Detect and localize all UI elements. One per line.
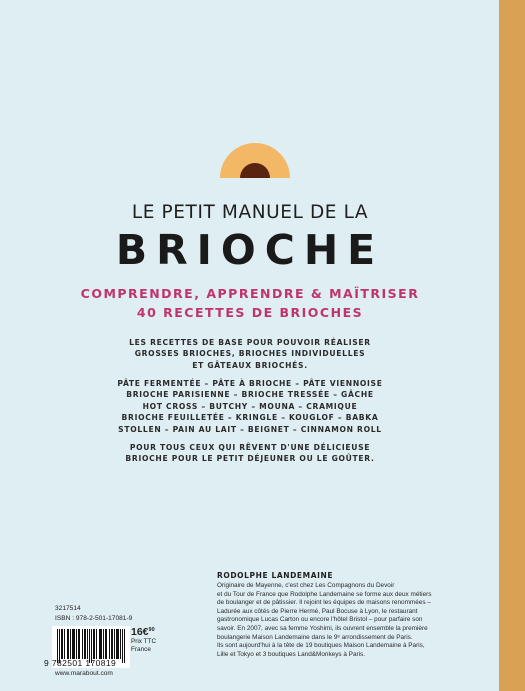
author-bio xyxy=(217,582,487,659)
intro-line: GROSSES BRIOCHES, BRIOCHES INDIVIDUELLES xyxy=(134,349,366,359)
price-main: 16€ xyxy=(131,626,149,638)
recipe-line: BRIOCHE PARISIENNE – BRIOCHE TRESSÉE – GÂCHE xyxy=(126,390,374,400)
title-line-2: BRIOCHE xyxy=(115,226,385,274)
bio-line: gastronomique Lucas Carton ou encore l'hôtel Bristol – pour parfaire son xyxy=(217,616,423,624)
recipe-list xyxy=(0,378,500,435)
book-spine xyxy=(499,0,525,691)
isbn: ISBN : 978-2-501-17081-9 xyxy=(55,615,133,622)
bio-line: Originaire de Mayenne, c'est chez Les Compagnons du Devoir xyxy=(217,582,395,589)
barcode-digits: 9 782501 170819 xyxy=(44,658,117,668)
product-code: 3217514 xyxy=(55,605,81,612)
publisher-website[interactable]: www.marabout.com xyxy=(55,670,113,677)
author-name: RODOLPHE LANDEMAINE xyxy=(217,571,334,580)
bio-line: savoir. En 2007, avec sa femme Yoshimi, ils ouvrent ensemble la première xyxy=(217,624,428,632)
subtitle-line-2: 40 RECETTES DE BRIOCHES xyxy=(136,305,364,320)
recipe-line: STOLLEN – PAIN AU LAIT – BEIGNET – CINNAMON ROLL xyxy=(118,424,382,434)
recipe-line: BRIOCHE FEUILLETÉE – KRINGLE – KOUGLOF – BABKA xyxy=(121,413,379,423)
recipe-line: HOT CROSS – BUTCHY – MOUNA – CRAMIQUE xyxy=(142,401,358,411)
recipe-line: PÂTE FERMENTÉE – PÂTE À BRIOCHE – PÂTE VIENNOISE xyxy=(117,379,383,388)
price-note-line-2: France xyxy=(131,646,151,653)
title-line-1: LE PETIT MANUEL DE LA xyxy=(131,202,369,223)
price xyxy=(131,626,156,638)
intro-paragraph xyxy=(0,337,500,371)
intro-line: LES RECETTES DE BASE POUR POUVOIR RÉALISER xyxy=(129,338,371,347)
bio-line: de boulanger et de pâtissier. Il rejoint les équipes de maisons renommées – xyxy=(217,599,431,607)
price-block xyxy=(131,626,156,654)
bio-line: Ladurée aux côtés de Pierre Hermé, Paul Bocuse à Lyon, le restaurant xyxy=(217,607,418,615)
price-cents: 90 xyxy=(148,627,155,633)
brioche-icon xyxy=(218,137,292,179)
bio-line: Ils sont aujourd'hui à la tête de 19 boutiques Maison Landemaine à Paris, xyxy=(217,642,425,650)
closing-line: BRIOCHE POUR LE PETIT DÉJEUNER OU LE GOÛTER. xyxy=(125,454,375,464)
intro-line: ET GÂTEAUX BRIOCHÉS. xyxy=(192,360,308,370)
closing-paragraph xyxy=(0,442,500,465)
bio-line: Lille et Tokyo et 3 boutiques Land&Monkeys à Paris. xyxy=(217,650,366,658)
closing-line: POUR TOUS CEUX QUI RÊVENT D'UNE DÉLICIEUSE xyxy=(129,443,371,452)
bio-line: boulangerie Maison Landemaine dans le 9ᵉ arrondissement de Paris. xyxy=(217,633,413,641)
price-note-line-1: Prix TTC xyxy=(131,638,157,645)
subtitle-line-1: COMPRENDRE, APPRENDRE & MAÎTRISER xyxy=(80,286,420,301)
bio-line: et du Tour de France que Rodolphe Landemaine se forme aux deux métiers xyxy=(217,590,432,598)
